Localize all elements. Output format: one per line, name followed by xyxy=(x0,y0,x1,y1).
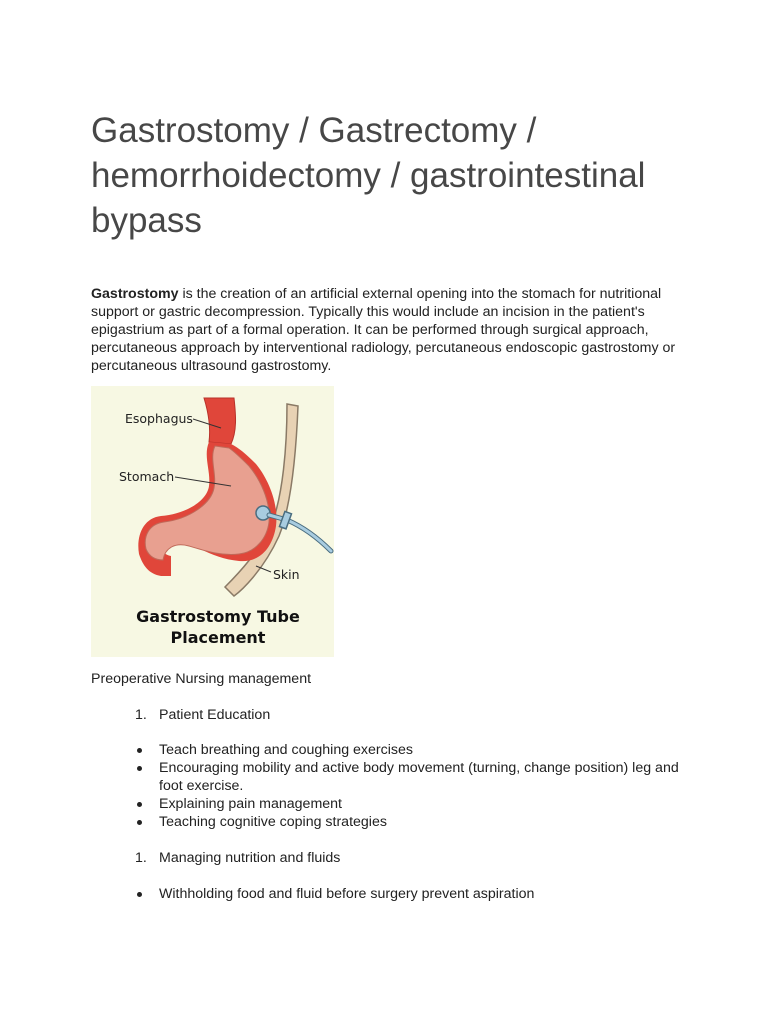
list-label: Managing nutrition and fluids xyxy=(159,850,341,866)
list-item-text: Withholding food and fluid before surgery prevent aspiration xyxy=(159,886,535,902)
page-title: Gastrostomy / Gastrectomy / hemorrhoidectomy / gastrointestinal bypass xyxy=(91,111,646,240)
bullet-dot xyxy=(137,766,142,771)
gastrostomy-figure xyxy=(91,386,334,657)
esophagus-shape xyxy=(204,398,236,444)
section-heading: Preoperative Nursing management xyxy=(91,671,312,687)
list-item-text: Encouraging mobility and active body movement (turning, change position) leg and foot exercise. xyxy=(159,760,679,794)
list-item xyxy=(91,741,691,759)
skin-label: Skin xyxy=(273,567,300,582)
bullet-dot xyxy=(137,892,142,897)
list-item-text: Teaching cognitive coping strategies xyxy=(159,814,387,830)
list-item xyxy=(91,759,691,795)
intro-term: Gastrostomy xyxy=(91,286,179,302)
esophagus-label: Esophagus xyxy=(125,411,193,426)
bullet-dot xyxy=(137,820,142,825)
intro-paragraph xyxy=(91,285,681,375)
list-item xyxy=(91,885,691,903)
stomach-label: Stomach xyxy=(119,469,175,484)
bullet-dot xyxy=(137,802,142,807)
bullet-list-nutrition xyxy=(91,885,691,903)
list-item xyxy=(91,795,691,813)
list-item xyxy=(91,813,691,831)
list-label: Patient Education xyxy=(159,707,271,723)
gastrostomy-illustration xyxy=(91,386,334,657)
list-item-text: Explaining pain management xyxy=(159,796,342,812)
figure-caption-line2: Placement xyxy=(170,628,266,647)
figure-caption-line1: Gastrostomy Tube xyxy=(136,607,300,626)
list-number: 1. xyxy=(135,850,147,866)
list-number: 1. xyxy=(135,707,147,723)
bullet-dot xyxy=(137,748,142,753)
bullet-list-education xyxy=(91,741,691,831)
list-item-text: Teach breathing and coughing exercises xyxy=(159,742,413,758)
intro-text: is the creation of an artificial external opening into the stomach for nutritional support or gastric decompression. Typically this would include an incision in the patient's epigastrium as part of a formal operation. It can be performed through surgical approach, percutaneous approach by interventional radiology, percutaneous endoscopic gastrostomy or percutaneous ultrasound gastrostomy. xyxy=(91,286,676,374)
